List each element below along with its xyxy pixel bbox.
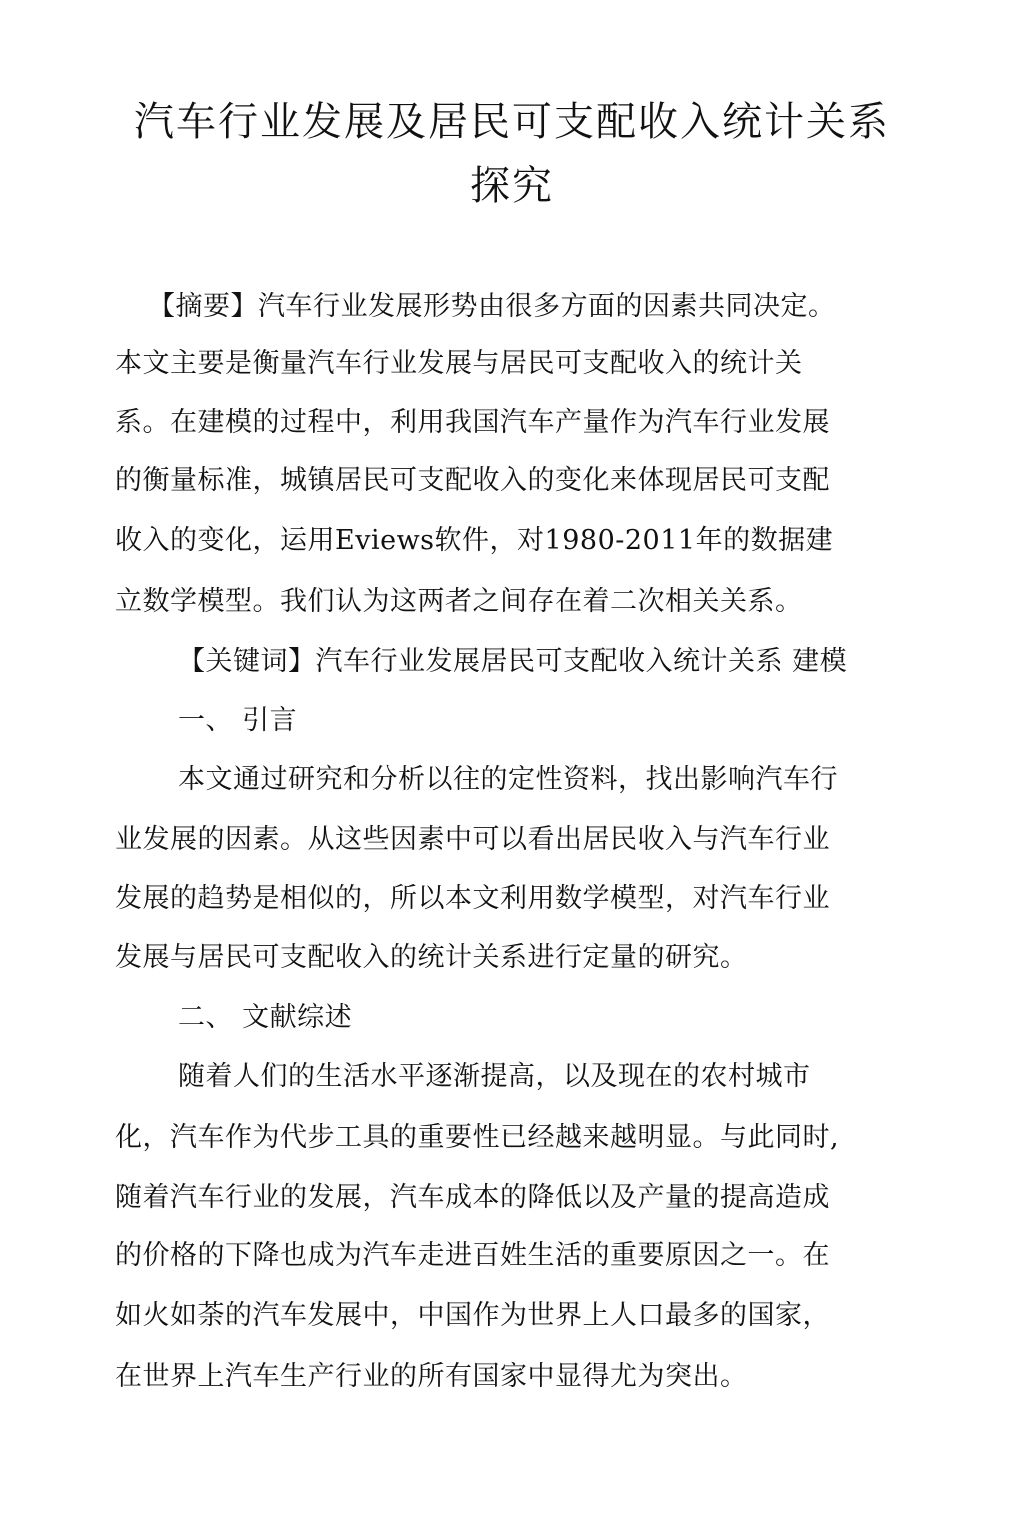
document-title-line-2: 探究 — [470, 163, 554, 209]
paragraph-line: 随着人们的生活水平逐渐提高，以及现在的农村城市 — [178, 1061, 811, 1092]
paragraph-line: 随着汽车行业的发展，汽车成本的降低以及产量的提高造成 — [115, 1182, 830, 1213]
paragraph-line: 如火如荼的汽车发展中，中国作为世界上人口最多的国家， — [115, 1300, 830, 1331]
paragraph-line: 在世界上汽车生产行业的所有国家中显得尤为突出。 — [115, 1361, 748, 1392]
paragraph-line: 的价格的下降也成为汽车走进百姓生活的重要原因之一。在 — [115, 1240, 830, 1271]
abstract-line: 立数学模型。我们认为这两者之间存在着二次相关关系。 — [115, 586, 803, 617]
abstract-line: 【摘要】汽车行业发展形势由很多方面的因素共同决定。 — [148, 291, 836, 322]
section-heading-introduction: 一、 引言 — [178, 705, 298, 736]
paragraph-line: 发展的趋势是相似的，所以本文利用数学模型，对汽车行业 — [115, 883, 830, 914]
paragraph-line: 本文通过研究和分析以往的定性资料，找出影响汽车行 — [178, 764, 838, 795]
abstract-line: 本文主要是衡量汽车行业发展与居民可支配收入的统计关 — [115, 348, 803, 379]
abstract-line: 系。在建模的过程中，利用我国汽车产量作为汽车行业发展 — [115, 407, 830, 438]
document-title-line-1: 汽车行业发展及居民可支配收入统计关系 — [134, 99, 890, 145]
paragraph-line: 业发展的因素。从这些因素中可以看出居民收入与汽车行业 — [115, 824, 830, 855]
keywords-line: 【关键词】汽车行业发展居民可支配收入统计关系 建模 — [178, 646, 848, 677]
abstract-line: 收入的变化，运用Eviews软件，对1980-2011年的数据建 — [115, 525, 834, 556]
paragraph-line: 化，汽车作为代步工具的重要性已经越来越明显。与此同时, — [115, 1122, 840, 1153]
abstract-line: 的衡量标准，城镇居民可支配收入的变化来体现居民可支配 — [115, 465, 830, 496]
section-heading-literature-review: 二、 文献综述 — [178, 1002, 353, 1033]
paragraph-line: 发展与居民可支配收入的统计关系进行定量的研究。 — [115, 942, 748, 973]
